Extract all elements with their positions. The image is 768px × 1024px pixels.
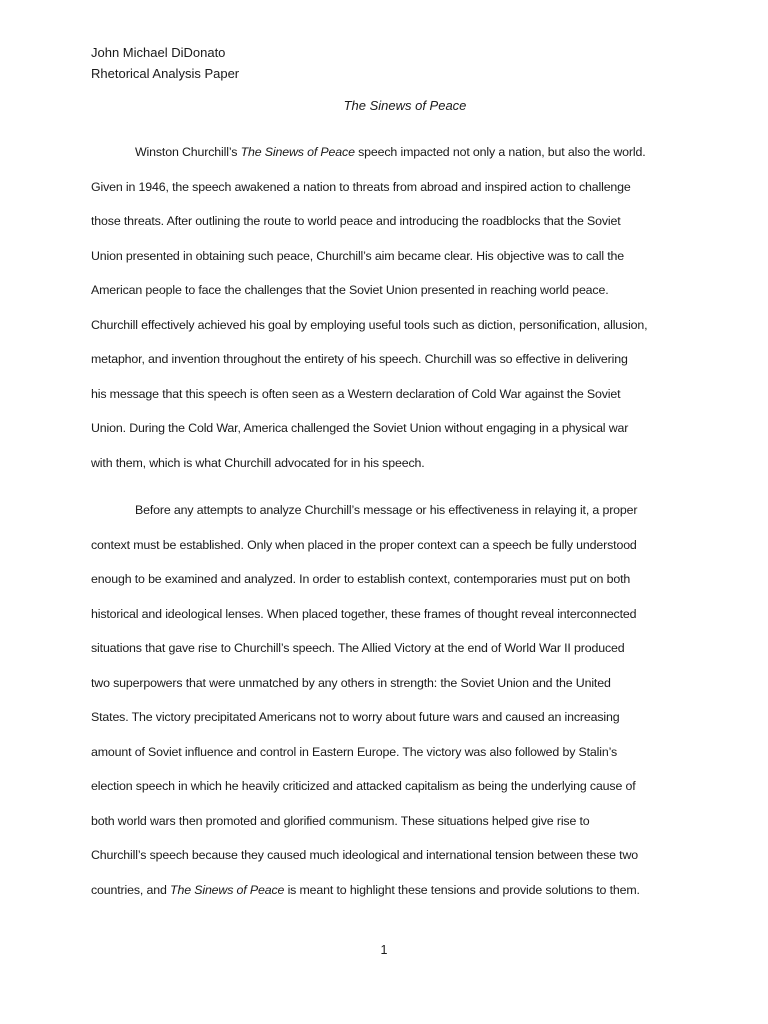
paragraph-line: situations that gave rise to Churchill’s speech. The Allied Victory at the end of World War II produced [91,641,625,655]
paragraph-line: Churchill’s speech because they caused much ideological and international tension between these two [91,848,638,862]
author-name: John Michael DiDonato [91,45,226,60]
paragraph-line: with them, which is what Churchill advocated for in his speech. [91,455,425,470]
paragraph-line: those threats. After outlining the route to world peace and introducing the roadblocks that the Soviet [91,214,621,228]
paragraph-line: Union presented in obtaining such peace, Churchill’s aim became clear. His objective was to call the [91,248,625,263]
document-type: Rhetorical Analysis Paper [91,66,240,81]
paragraph-line: his message that this speech is often seen as a Western declaration of Cold War against the Soviet [91,386,621,401]
paragraph-line: American people to face the challenges that the Soviet Union presented in reaching world peace. [91,283,609,297]
paragraph-line: enough to be examined and analyzed. In order to establish context, contemporaries must put on both [91,572,631,586]
paragraph-line: countries, and The Sinews of Peace is meant to highlight these tensions and provide solutions to them. [91,882,640,897]
paragraph-line: two superpowers that were unmatched by any others in strength: the Soviet Union and the United [91,675,611,690]
paragraph-line: metaphor, and invention throughout the entirety of his speech. Churchill was so effective in delivering [91,352,628,366]
paragraph-line: Churchill effectively achieved his goal by employing useful tools such as diction, personification, allusion, [91,317,648,332]
paragraph-line: amount of Soviet influence and control in Eastern Europe. The victory was also followed by Stalin’s [91,744,618,759]
paragraph-line: historical and ideological lenses. When placed together, these frames of thought reveal interconnected [91,606,637,621]
paper-title: The Sinews of Peace [343,98,467,113]
paragraph-2 [91,493,683,907]
paragraph-line: Before any attempts to analyze Churchill’s message or his effectiveness in relaying it, a proper [135,503,638,517]
paragraph-line: Given in 1946, the speech awakened a nation to threats from abroad and inspired action to challenge [91,179,631,194]
paragraph-line: Winston Churchill’s The Sinews of Peace speech impacted not only a nation, but also the world. [135,145,646,159]
paragraph-line: both world wars then promoted and glorified communism. These situations helped give rise to [91,813,590,828]
paragraph-line: election speech in which he heavily criticized and attacked capitalism as being the underlying cause of [91,779,636,793]
page-number: 1 [380,943,388,957]
document-header [91,42,239,84]
paragraph-line: States. The victory precipitated Americans not to worry about future wars and caused an increasing [91,710,620,724]
paragraph-line: Union. During the Cold War, America challenged the Soviet Union without engaging in a physical war [91,421,629,435]
paragraph-line: context must be established. Only when placed in the proper context can a speech be fully understood [91,537,637,552]
paragraph-1 [91,135,683,480]
